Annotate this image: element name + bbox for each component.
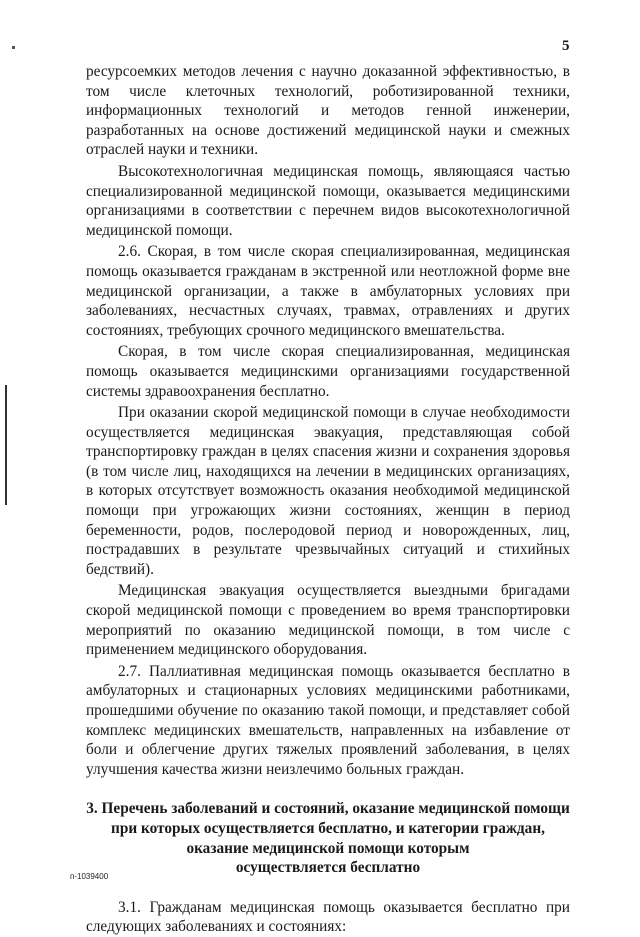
section-heading <box>86 799 570 877</box>
document-code: п-1039400 <box>70 872 109 881</box>
document-body <box>86 62 570 937</box>
paragraph-high-tech-care: Высокотехнологичная медицинская помощь, являющаяся частью специализированной медицинской помощи, оказывается медицинскими организациями в соответствии с перечнем видов высокотехнологичной медицинской помощи. <box>86 162 570 239</box>
paragraph-2-7: 2.7. Паллиативная медицинская помощь оказывается бесплатно в амбулаторных и стационарных условиях медицинскими работниками, прошедшими обучение по оказанию такой помощи, и представляет собой комплекс медицинских вмешательств, направленных на избавление от боли и облегчение других тяжелых проявлений заболевания, в целях улучшения качества жизни неизлечимо больных граждан. <box>86 662 570 778</box>
scan-mark <box>12 46 15 49</box>
paragraph-2-6: 2.6. Скорая, в том числе скорая специализированная, медицинская помощь оказывается гражданам в экстренной или неотложной форме вне медицинской организации, а также в амбулаторных условиях при заболеваниях, несчастных случаях, травмах, отравлениях и других состояниях, требующих срочного медицинского вмешательства. <box>86 243 570 339</box>
section-heading-line: оказание медицинской помощи которым <box>186 839 470 857</box>
section-heading-line: осуществляется бесплатно <box>235 859 421 877</box>
section-heading-line: 3. Перечень заболеваний и состояний, оказание медицинской помощи <box>86 800 570 818</box>
paragraph-evacuation-teams: Медицинская эвакуация осуществляется выездными бригадами скорой медицинской помощи с проведением во время транспортировки мероприятий по оказанию медицинской помощи, в том числе с применением медицинского оборудования. <box>86 582 570 659</box>
margin-mark <box>5 385 7 505</box>
section-heading-line: при которых осуществляется бесплатно, и категории граждан, <box>111 819 545 837</box>
paragraph-continuation: ресурсоемких методов лечения с научно доказанной эффективностью, в том числе клеточных технологий, роботизированной техники, информационных технологий и методов генной инженерии, разработанных на основе достижений медицинской науки и смежных отраслей науки и техники. <box>86 63 570 159</box>
paragraph-emergency-free: Скорая, в том числе скорая специализированная, медицинская помощь оказывается медицинскими организациями государственной системы здравоохранения бесплатно. <box>86 343 570 400</box>
paragraph-3-1: 3.1. Гражданам медицинская помощь оказывается бесплатно при следующих заболеваниях и состояниях: <box>86 898 570 936</box>
page-number: 5 <box>562 38 570 54</box>
paragraph-evacuation: При оказании скорой медицинской помощи в случае необходимости осуществляется медицинская эвакуация, представляющая собой транспортировку граждан в целях спасения жизни и сохранения здоровья (в том числе лиц, находящихся на лечении в медицинских организациях, в которых отсутствует возможность оказания необходимой медицинской помощи при угрожающих жизни состояниях, женщин в период беременности, родов, послеродовой период и новорожденных, лиц, пострадавших в результате чрезвычайных ситуаций и стихийных бедствий). <box>86 404 570 578</box>
